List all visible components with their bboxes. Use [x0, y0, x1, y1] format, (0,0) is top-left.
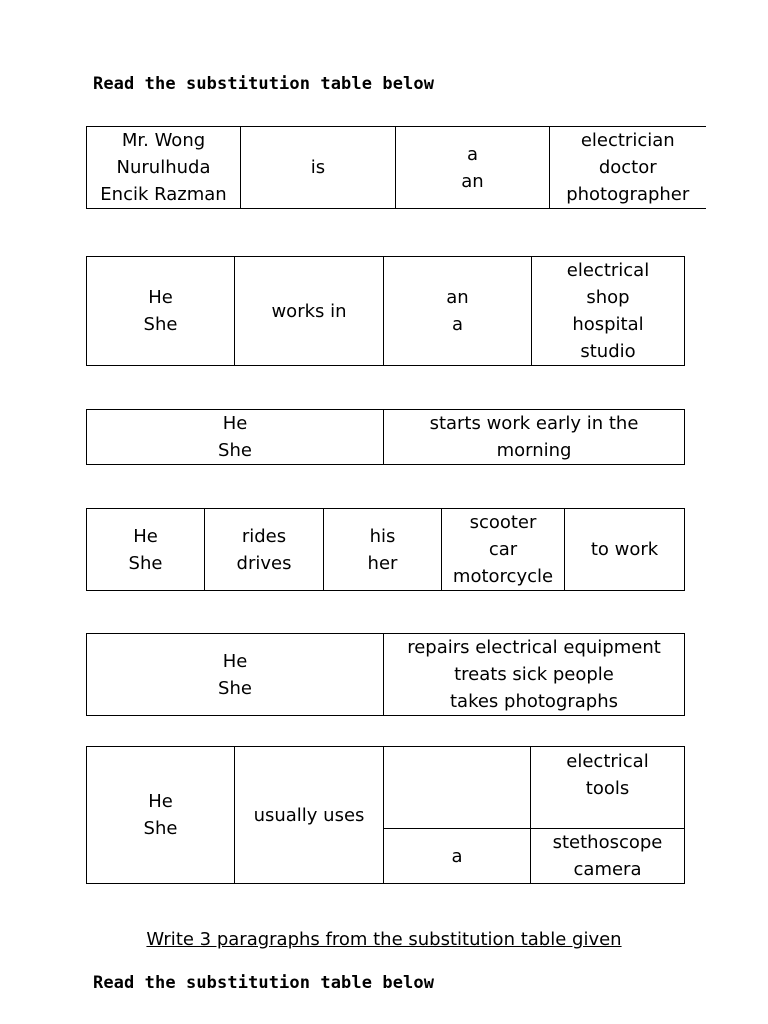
- table6-tools-1: electrical: [566, 751, 649, 772]
- table5-subject-2: She: [218, 677, 252, 699]
- table1-verb: is: [310, 157, 326, 178]
- substitution-table-4: [86, 508, 685, 591]
- substitution-table-6: [86, 746, 685, 884]
- table2-place-2: shop: [586, 287, 630, 308]
- table3-subject-2: She: [218, 440, 252, 461]
- table2-place-1: electrical: [566, 260, 650, 281]
- table5-subject-1: He: [222, 650, 248, 672]
- table1-subject-3: Encik Razman: [100, 184, 227, 205]
- table5-action-1: repairs electrical equipment: [407, 637, 661, 658]
- table3-predicate-cell: [384, 410, 685, 465]
- table4-verb-1: rides: [241, 525, 287, 547]
- table6-subject-2: She: [143, 818, 178, 839]
- table2-verb-cell: [235, 257, 384, 366]
- table6-verb: usually uses: [253, 804, 365, 826]
- table4-vehicle-cell: [442, 509, 565, 591]
- table6-article: a: [451, 845, 463, 867]
- heading-top: Read the substitution table below: [93, 74, 435, 94]
- table2-place-cell: [532, 257, 685, 366]
- table1-subject-1: Mr. Wong: [121, 130, 206, 151]
- substitution-table-5: [86, 633, 685, 716]
- table4-verb-2: drives: [236, 552, 292, 574]
- table2-subject-2: She: [143, 314, 178, 335]
- table6-verb-cell: [235, 747, 384, 884]
- table2-article-2: a: [451, 314, 464, 335]
- table3-predicate-2: morning: [496, 440, 572, 461]
- table1-subject-cell: [87, 127, 241, 209]
- table1-job-2: doctor: [598, 157, 657, 178]
- table6-equipment-1: stethoscope: [552, 832, 663, 853]
- table1-subject-2: Nurulhuda: [116, 157, 211, 178]
- table1-job-3: photographer: [566, 184, 690, 205]
- table4-destination-cell: [565, 509, 685, 591]
- table6-subject-cell: [87, 747, 235, 884]
- table1-job-cell: [550, 127, 706, 209]
- instruction-text: Write 3 paragraphs from the substitution table given: [146, 929, 622, 950]
- table6-tools-cell: [531, 747, 685, 829]
- table6-article-empty-cell: [384, 747, 531, 829]
- substitution-table-2: [86, 256, 685, 366]
- table2-subject-1: He: [148, 287, 173, 308]
- table4-verb-cell: [205, 509, 324, 591]
- table6-tools-2: tools: [585, 778, 630, 799]
- table2-article-1: an: [446, 287, 469, 308]
- table4-possessive-1: his: [369, 525, 396, 547]
- table4-subject-cell: [87, 509, 205, 591]
- table1-verb-cell: [241, 127, 396, 209]
- substitution-table-1: [86, 126, 706, 209]
- table2-place-3: hospital: [572, 314, 644, 335]
- table2-verb: works in: [271, 300, 347, 322]
- table4-vehicle-1: scooter: [469, 512, 537, 533]
- table3-subject-cell: [87, 410, 384, 465]
- table5-action-cell: [384, 634, 685, 716]
- table1-article-1: a: [466, 143, 479, 165]
- table5-action-3: takes photographs: [449, 691, 619, 712]
- table4-possessive-cell: [324, 509, 442, 591]
- substitution-table-3: [86, 409, 685, 465]
- table6-equipment-2: camera: [573, 859, 642, 880]
- table6-article-cell: [384, 829, 531, 884]
- table1-job-1: electrician: [580, 130, 675, 151]
- table5-action-2: treats sick people: [454, 664, 614, 685]
- heading-bottom: Read the substitution table below: [93, 973, 435, 993]
- table4-vehicle-2: car: [488, 539, 518, 560]
- table6-subject-1: He: [148, 791, 173, 812]
- table3-subject-1: He: [222, 413, 248, 434]
- table1-article-cell: [396, 127, 550, 209]
- table4-vehicle-3: motorcycle: [452, 566, 554, 587]
- table4-possessive-2: her: [367, 552, 398, 574]
- table6-equipment-cell: [531, 829, 685, 884]
- table2-article-cell: [384, 257, 532, 366]
- table4-subject-2: She: [128, 552, 163, 574]
- table4-destination: to work: [590, 539, 659, 560]
- table4-subject-1: He: [133, 525, 158, 547]
- table5-subject-cell: [87, 634, 384, 716]
- table1-article-2: an: [461, 170, 484, 192]
- table2-place-4: studio: [580, 341, 636, 362]
- table2-subject-cell: [87, 257, 235, 366]
- table3-predicate-1: starts work early in the: [429, 413, 639, 434]
